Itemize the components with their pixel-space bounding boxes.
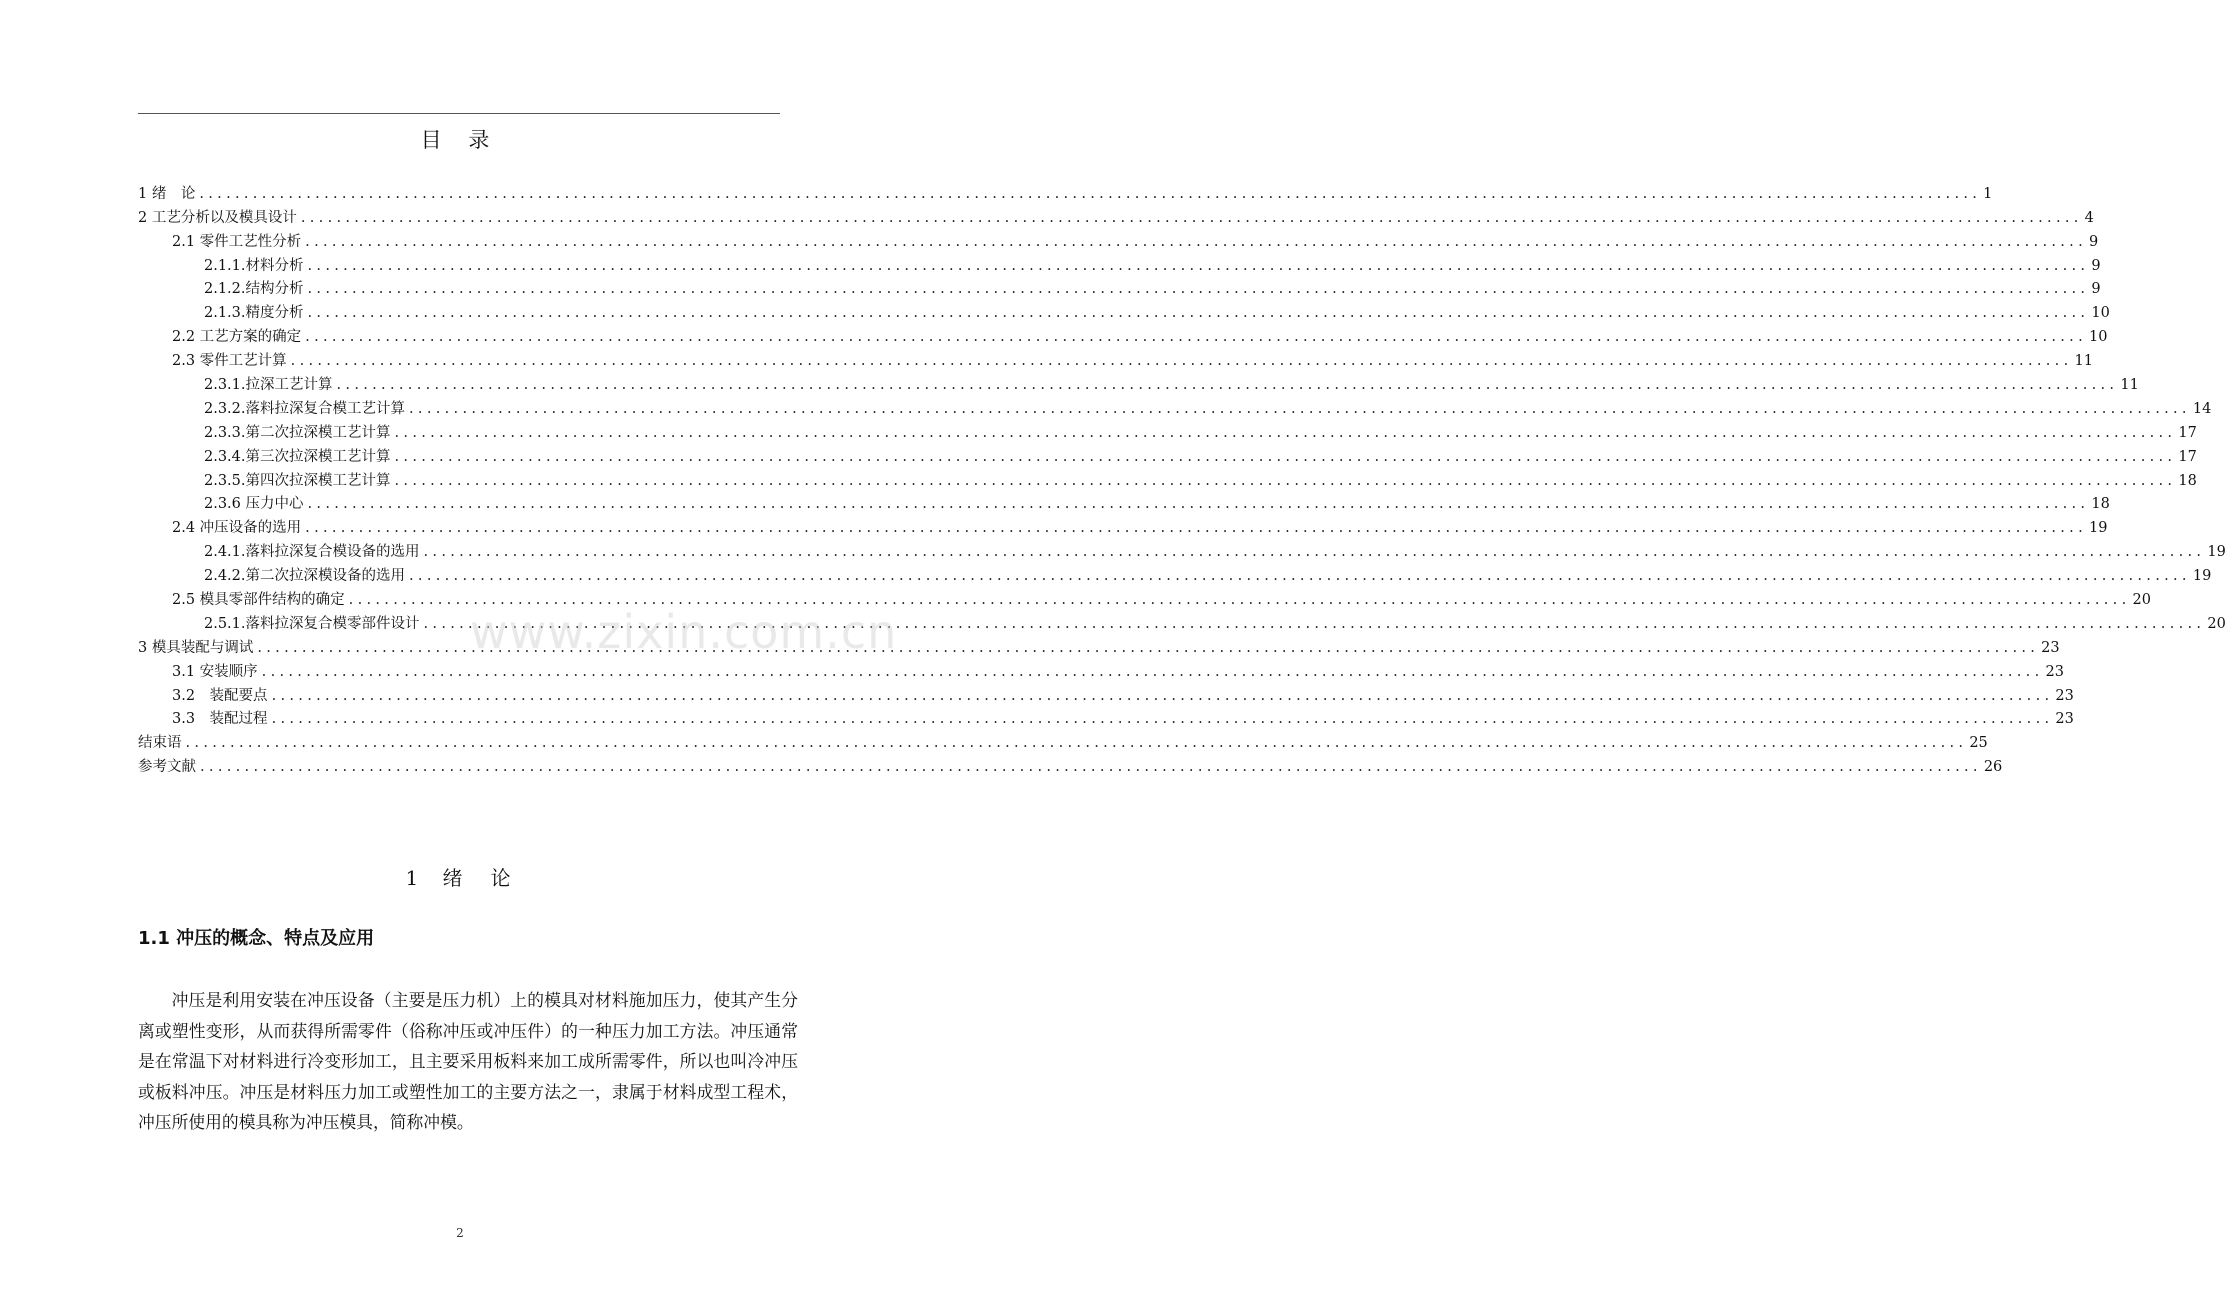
- toc-entry[interactable]: [138, 227, 2099, 251]
- toc-entry[interactable]: [138, 681, 2074, 705]
- toc-leader-dots: ........................................................................................................................................................................................................: [185, 735, 1968, 752]
- toc-entry[interactable]: [138, 275, 2101, 299]
- toc-entry-page: 25: [1969, 735, 1988, 752]
- toc-entry-label: 1 绪 论: [138, 185, 196, 202]
- toc-entry-label: 2.1.1.材料分析: [204, 257, 304, 274]
- toc-entry-page: 19: [2089, 520, 2108, 537]
- toc-leader-dots: ........................................................................................................................................................................................................: [307, 496, 2090, 513]
- toc-entry[interactable]: [138, 705, 2074, 729]
- toc-entry-label: 2.3.4.第三次拉深模工艺计算: [204, 448, 391, 465]
- toc-entry-label: 2.4 冲压设备的选用: [172, 520, 302, 537]
- toc-entry-page: 20: [2132, 592, 2151, 609]
- toc-entry-page: 11: [2120, 377, 2139, 394]
- toc-leader-dots: ........................................................................................................................................................................................................: [336, 377, 2119, 394]
- toc-entry-page: 18: [2178, 472, 2197, 489]
- toc-leader-dots: ........................................................................................................................................................................................................: [307, 281, 2090, 298]
- toc-leader-dots: ........................................................................................................................................................................................................: [348, 592, 2131, 609]
- toc-entry-label: 2.2 工艺方案的确定: [172, 329, 302, 346]
- table-of-contents: [138, 179, 2226, 776]
- toc-leader-dots: ........................................................................................................................................................................................................: [257, 639, 2040, 656]
- toc-entry[interactable]: [138, 513, 2108, 537]
- toc-entry[interactable]: [138, 322, 2108, 346]
- toc-entry-label: 2.3.6 压力中心: [204, 496, 304, 513]
- toc-leader-dots: ........................................................................................................................................................................................................: [271, 711, 2054, 728]
- toc-entry[interactable]: [138, 298, 2110, 322]
- toc-leader-dots: ........................................................................................................................................................................................................: [290, 353, 2073, 370]
- toc-entry-label: 2.5 模具零部件结构的确定: [172, 592, 345, 609]
- toc-leader-dots: ........................................................................................................................................................................................................: [423, 544, 2206, 561]
- toc-entry-label: 2.3 零件工艺计算: [172, 353, 287, 370]
- toc-entry-label: 结束语: [138, 735, 182, 752]
- toc-entry-page: 18: [2091, 496, 2110, 513]
- toc-entry-label: 2.1.3.精度分析: [204, 305, 304, 322]
- toc-entry[interactable]: [138, 251, 2101, 275]
- toc-entry[interactable]: [138, 370, 2139, 394]
- toc-leader-dots: ........................................................................................................................................................................................................: [394, 424, 2177, 441]
- toc-leader-dots: ........................................................................................................................................................................................................: [305, 520, 2087, 537]
- toc-entry-label: 3.3 装配过程: [172, 711, 268, 728]
- toc-entry[interactable]: [138, 442, 2197, 466]
- toc-entry[interactable]: [138, 179, 1993, 203]
- toc-entry-label: 3.1 安装顺序: [172, 663, 258, 680]
- toc-entry-page: 10: [2091, 305, 2110, 322]
- watermark: www.zixin.com.cn: [470, 605, 898, 659]
- toc-entry-page: 23: [2055, 687, 2074, 704]
- toc-leader-dots: ........................................................................................................................................................................................................: [300, 209, 2083, 226]
- toc-entry[interactable]: [138, 537, 2226, 561]
- toc-leader-dots: ........................................................................................................................................................................................................: [394, 472, 2177, 489]
- toc-entry-page: 4: [2084, 209, 2094, 226]
- toc-entry-page: 23: [2055, 711, 2074, 728]
- chapter-title: 1 绪 论: [405, 866, 515, 890]
- toc-entry-page: 19: [2192, 568, 2212, 585]
- toc-entry-label: 参考文献: [138, 759, 196, 776]
- toc-entry[interactable]: [138, 728, 1988, 752]
- toc-entry-page: 1: [1983, 185, 1993, 202]
- header-rule: [138, 113, 780, 114]
- toc-entry-page: 10: [2089, 329, 2108, 346]
- toc-entry[interactable]: [138, 752, 2003, 776]
- toc-entry-label: 2.1 零件工艺性分析: [172, 233, 302, 250]
- toc-entry-page: 23: [2045, 663, 2064, 680]
- toc-leader-dots: ........................................................................................................................................................................................................: [409, 400, 2191, 417]
- toc-entry-label: 2.3.3.第二次拉深模工艺计算: [204, 424, 391, 441]
- toc-entry[interactable]: [138, 561, 2212, 585]
- toc-leader-dots: ........................................................................................................................................................................................................: [199, 185, 1982, 202]
- toc-entry-page: 17: [2178, 448, 2197, 465]
- toc-entry-page: 17: [2178, 424, 2197, 441]
- toc-entry-label: 2.4.1.落料拉深复合模设备的选用: [204, 544, 420, 561]
- toc-entry[interactable]: [138, 203, 2094, 227]
- toc-leader-dots: ........................................................................................................................................................................................................: [305, 233, 2087, 250]
- toc-entry-label: 2.1.2.结构分析: [204, 281, 304, 298]
- toc-leader-dots: ........................................................................................................................................................................................................: [307, 305, 2090, 322]
- toc-leader-dots: ........................................................................................................................................................................................................: [261, 663, 2044, 680]
- toc-entry-label: 2.5.1.落料拉深复合模零部件设计: [204, 615, 420, 632]
- toc-entry-page: 9: [2091, 257, 2101, 274]
- toc-leader-dots: ........................................................................................................................................................................................................: [307, 257, 2090, 274]
- toc-entry-label: 2 工艺分析以及模具设计: [138, 209, 297, 226]
- toc-entry[interactable]: [138, 657, 2064, 681]
- toc-entry-label: 3 模具装配与调试: [138, 639, 254, 656]
- toc-leader-dots: ........................................................................................................................................................................................................: [423, 615, 2206, 632]
- toc-entry-page: 9: [2091, 281, 2101, 298]
- toc-entry-page: 19: [2207, 544, 2226, 561]
- toc-entry[interactable]: [138, 466, 2197, 490]
- toc-entry[interactable]: [138, 490, 2110, 514]
- toc-leader-dots: ........................................................................................................................................................................................................: [271, 687, 2054, 704]
- toc-entry[interactable]: [138, 394, 2212, 418]
- body-paragraph: 冲压是利用安装在冲压设备（主要是压力机）上的模具对材料施加压力，使其产生分离或塑性变形，从而获得所需零件（俗称冲压或冲压件）的一种压力加工方法。冲压通常是在常温下对材料进行冷变形加工，且主要采用板料来加工成所需零件，所以也叫冷冲压或板料冲压。冲压是材料压力加工或塑性加工的主要方法之一，隶属于材料成型工程术，冲压所使用的模具称为冲压模具，简称冲模。: [138, 990, 798, 1133]
- toc-entry-label: 3.2 装配要点: [172, 687, 268, 704]
- toc-title: 目 录: [420, 128, 500, 152]
- toc-leader-dots: ........................................................................................................................................................................................................: [394, 448, 2177, 465]
- toc-entry-label: 2.3.5.第四次拉深模工艺计算: [204, 472, 391, 489]
- toc-entry[interactable]: [138, 418, 2197, 442]
- toc-leader-dots: ........................................................................................................................................................................................................: [409, 568, 2191, 585]
- toc-entry-label: 2.3.2.落料拉深复合模工艺计算: [204, 400, 406, 417]
- toc-leader-dots: ........................................................................................................................................................................................................: [200, 759, 1982, 776]
- toc-entry-page: 23: [2041, 639, 2060, 656]
- toc-entry[interactable]: [138, 346, 2093, 370]
- toc-entry-label: 2.4.2.第二次拉深模设备的选用: [204, 568, 406, 585]
- toc-entry-label: 2.3.1.拉深工艺计算: [204, 377, 333, 394]
- section-heading: 1.1 冲压的概念、特点及应用: [138, 928, 375, 949]
- toc-entry-page: 14: [2192, 400, 2212, 417]
- toc-entry-page: 20: [2207, 615, 2226, 632]
- toc-leader-dots: ........................................................................................................................................................................................................: [305, 329, 2087, 346]
- toc-entry-page: 26: [1983, 759, 2003, 776]
- page-number: 2: [456, 1226, 464, 1240]
- toc-entry-page: 11: [2074, 353, 2093, 370]
- toc-entry-page: 9: [2089, 233, 2099, 250]
